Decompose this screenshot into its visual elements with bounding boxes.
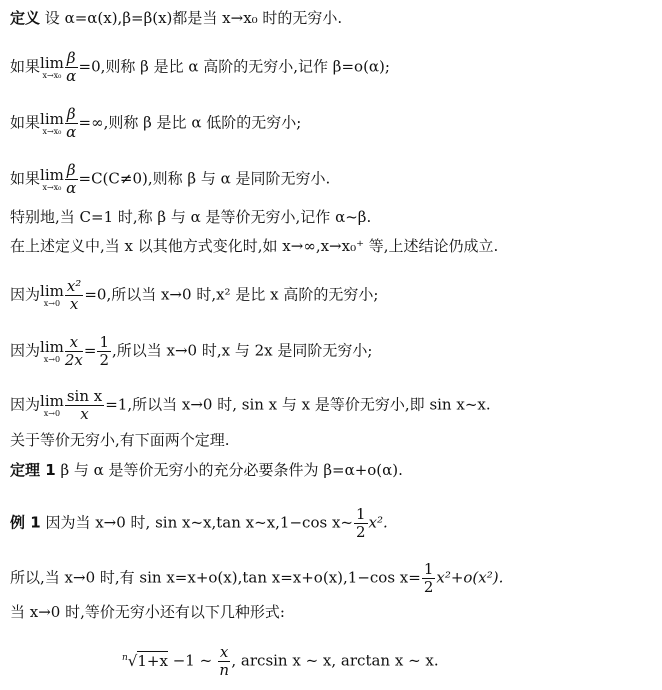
fraction: $\frac{x}{2x}$ xyxy=(64,333,83,369)
case-line-3 xyxy=(10,162,330,197)
definition-text: 设 α=α(x),β=β(x)都是当 x→x₀ 时的无穷小. xyxy=(44,9,343,27)
fraction-half: $\frac{1}{2}$ xyxy=(423,560,434,596)
forms-tail: , arcsin x ~ x, arctan x ~ x. xyxy=(231,651,439,670)
example-lim-2 xyxy=(10,334,372,369)
forms-line xyxy=(122,644,439,679)
theorem-text: β 与 α 是等价无穷小的充分必要条件为 β=α+o(α). xyxy=(60,461,403,479)
definition-line xyxy=(10,8,342,28)
case-line-1 xyxy=(10,50,390,85)
case-line-2 xyxy=(10,106,301,141)
special-line: 特别地,当 C=1 时,称 β 与 α 是等价无穷小,记作 α~β. xyxy=(10,208,372,226)
example-1-line xyxy=(10,506,388,541)
fraction-half: $\frac{1}{2}$ xyxy=(355,505,366,541)
limit: lim x→0 xyxy=(40,338,64,364)
example-lim-3 xyxy=(10,388,491,423)
so-line xyxy=(10,561,503,596)
limit: lim x→x₀ xyxy=(40,54,64,80)
theorem-line xyxy=(10,460,403,480)
case-text: =0,则称 β 是比 α 高阶的无穷小,记作 β=o(α); xyxy=(78,57,390,76)
definition-label: 定义 xyxy=(10,9,41,27)
forms-rest: −1 ~ xyxy=(167,651,217,670)
fraction: $\frac{\beta}{\alpha}$ xyxy=(66,105,77,141)
other-ways-line: 在上述定义中,当 x 以其他方式变化时,如 x→∞,x→x₀⁺ 等,上述结论仍成立. xyxy=(10,237,499,255)
limit: lim x→0 xyxy=(40,392,64,418)
so-text: 所以,当 x→0 时,有 sin x=x+o(x),tan x=x+o(x),1−cos x= xyxy=(10,568,421,587)
example-lim-1 xyxy=(10,278,378,313)
case-text: =∞,则称 β 是比 α 低阶的无穷小; xyxy=(78,113,302,132)
case-text: =C(C≠0),则称 β 与 α 是同阶无穷小. xyxy=(78,169,331,188)
theorem-label: 定理 1 xyxy=(10,461,56,479)
example-prefix: 因为 xyxy=(10,285,41,304)
example-text: =0,所以当 x→0 时,x² 是比 x 高阶的无穷小; xyxy=(84,285,379,304)
limit: lim x→x₀ xyxy=(40,166,64,192)
example-text: ,所以当 x→0 时,x 与 2x 是同阶无穷小; xyxy=(111,341,373,360)
case-prefix: 如果 xyxy=(10,57,41,76)
so-tail: x²+o(x²). xyxy=(436,568,504,587)
fraction: $\frac{\beta}{\alpha}$ xyxy=(66,161,77,197)
equals-sign: = xyxy=(83,341,97,360)
forms-intro: 当 x→0 时,等价无穷小还有以下几种形式: xyxy=(10,603,285,621)
example-text: 因为当 x→0 时, sin x~x,tan x~x,1−cos x~ xyxy=(45,513,353,532)
fraction: $\frac{\text{x²}}{x}$ xyxy=(66,277,82,313)
example-label: 例 1 xyxy=(10,513,41,532)
example-prefix: 因为 xyxy=(10,395,41,414)
theorem-intro: 关于等价无穷小,有下面两个定理. xyxy=(10,431,230,449)
limit: lim x→0 xyxy=(40,282,64,308)
fraction: $\frac{x}{n}$ xyxy=(219,643,229,679)
example-text: =1,所以当 x→0 时, sin x 与 x 是等价无穷小,即 sin x~x. xyxy=(105,395,491,414)
case-prefix: 如果 xyxy=(10,113,41,132)
example-prefix: 因为 xyxy=(10,341,41,360)
example-tail: x². xyxy=(368,513,388,532)
fraction: $\frac{\beta}{\alpha}$ xyxy=(66,49,77,85)
fraction: $\frac{\text{sin x}}{x}$ xyxy=(66,387,103,423)
nth-root: $^n$√1+x xyxy=(122,651,168,670)
fraction-half: $\frac{1}{2}$ xyxy=(99,333,109,369)
case-prefix: 如果 xyxy=(10,169,41,188)
limit: lim x→x₀ xyxy=(40,110,64,136)
